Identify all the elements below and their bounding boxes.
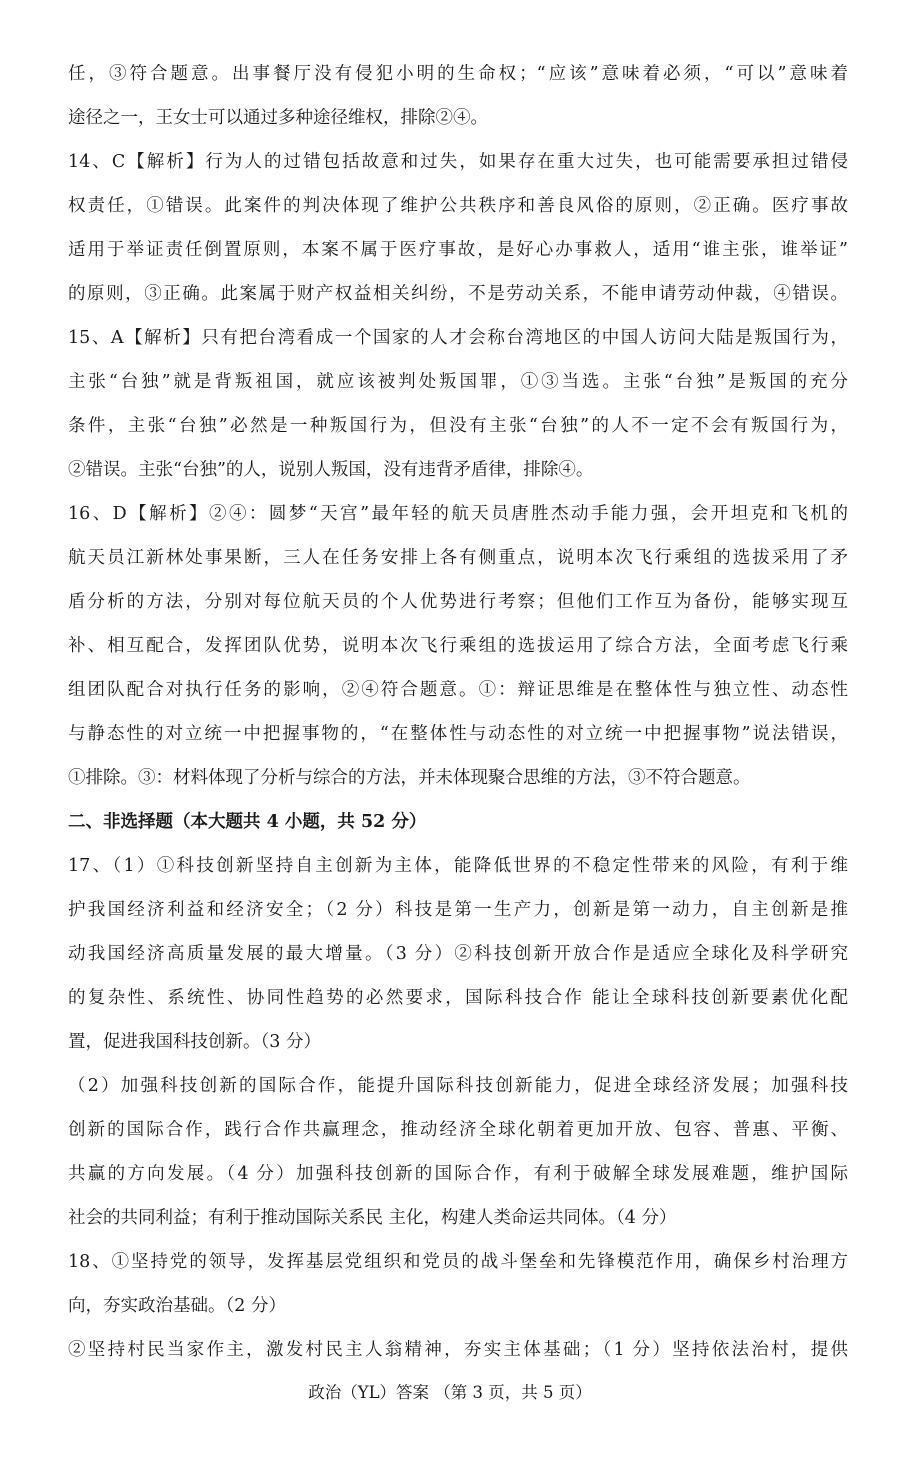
text-line: 18、①坚持党的领导，发挥基层党组织和党员的战斗堡垒和先锋模范作用，确保乡村治理方 [68,1252,848,1272]
text-line: 权责任，①错误。此案件的判决体现了维护公共秩序和善良风俗的原则，②正确。医疗事故 [68,196,848,216]
text-line: 向，夯实政治基础。（2 分） [68,1296,286,1316]
text-line: 与静态性的对立统一中把握事物的，“在整体性与动态性的对立统一中把握事物”说法错误， [68,724,848,744]
text-line: ②错误。主张“台独”的人，说别人叛国，没有违背矛盾律，排除④。 [68,460,594,480]
page-footer: 政治（YL）答案 （第 3 页，共 5 页） [308,1383,592,1402]
text-line: （2）加强科技创新的国际合作，能提升国际科技创新能力，促进全球经济发展；加强科技 [68,1076,848,1096]
text-line: 共赢的方向发展。（4 分）加强科技创新的国际合作，有利于破解全球发展难题，维护国际 [68,1164,848,1184]
text-line: 14、C【解析】行为人的过错包括故意和过失，如果存在重大过失，也可能需要承担过错侵 [68,152,848,172]
text-line: 护我国经济利益和经济安全；（2 分）科技是第一生产力，创新是第一动力，自主创新是推 [68,900,848,920]
text-line: 的复杂性、系统性、协同性趋势的必然要求，国际科技合作 能让全球科技创新要素优化配 [68,988,848,1008]
text-line: 盾分析的方法，分别对每位航天员的个人优势进行考察；但他们工作互为备份，能够实现互 [68,592,848,612]
section-heading: 二、非选择题（本大题共 4 小题，共 52 分） [68,812,427,832]
text-line: 任，③符合题意。出事餐厅没有侵犯小明的生命权；“应该”意味着必须，“可以”意味着 [68,64,848,84]
text-line: 途径之一，王女士可以通过多种途径维权，排除②④。 [68,108,488,128]
text-line: 补、相互配合，发挥团队优势，说明本次飞行乘组的选拔运用了综合方法，全面考虑飞行乘 [68,636,848,656]
text-line: 16、D【解析】②④：圆梦“天宫”最年轻的航天员唐胜杰动手能力强，会开坦克和飞机的 [68,504,848,524]
text-line: 社会的共同利益；有利于推动国际关系民 主化，构建人类命运共同体。（4 分） [68,1208,677,1228]
text-line: 17、（1）①科技创新坚持自主创新为主体，能降低世界的不稳定性带来的风险，有利于维 [68,856,848,876]
text-line: 适用于举证责任倒置原则，本案不属于医疗事故，是好心办事救人，适用“谁主张，谁举证” [68,240,848,260]
text-line: ①排除。③：材料体现了分析与综合的方法，并未体现聚合思维的方法，③不符合题意。 [68,768,751,788]
text-line: 创新的国际合作，践行合作共赢理念，推动经济全球化朝着更加开放、包容、普惠、平衡、 [68,1120,848,1140]
text-line: 的原则，③正确。此案属于财产权益相关纠纷，不是劳动关系，不能申请劳动仲裁，④错误。 [68,284,848,304]
text-line: 组团队配合对执行任务的影响，②④符合题意。①：辩证思维是在整体性与独立性、动态性 [68,680,848,700]
text-line: 15、A【解析】只有把台湾看成一个国家的人才会称台湾地区的中国人访问大陆是叛国行为， [68,328,848,348]
text-line: 航天员江新林处事果断，三人在任务安排上各有侧重点，说明本次飞行乘组的选拔采用了矛 [68,548,848,568]
text-line: 置，促进我国科技创新。（3 分） [68,1032,321,1052]
text-line: 主张“台独”就是背叛祖国，就应该被判处叛国罪，①③当选。主张“台独”是叛国的充分 [68,372,848,392]
text-line: 动我国经济高质量发展的最大增量。（3 分）②科技创新开放合作是适应全球化及科学研究 [68,944,848,964]
text-line: 条件，主张“台独”必然是一种叛国行为，但没有主张“台独”的人不一定不会有叛国行为， [68,416,848,436]
text-line: ②坚持村民当家作主，激发村民主人翁精神，夯实主体基础；（1 分）坚持依法治村，提供 [68,1340,848,1360]
